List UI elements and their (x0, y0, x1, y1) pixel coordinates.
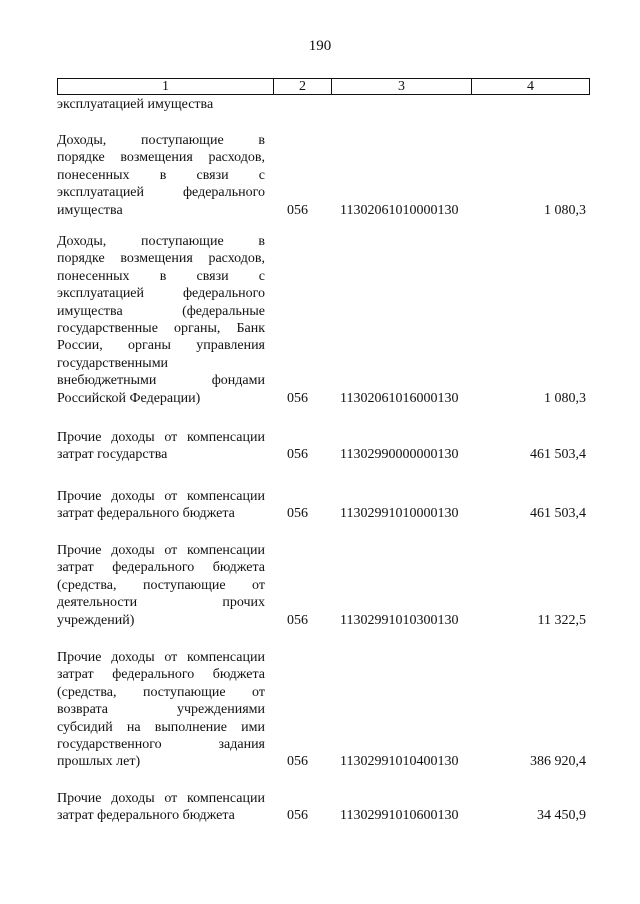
row-kbk: 11302061016000130 (340, 390, 459, 406)
description-line: внебюджетными фондами (57, 373, 265, 389)
row-description (57, 649, 265, 771)
description-line: понесенных в связи с (57, 167, 265, 183)
row-kbk: 11302991010600130 (340, 808, 459, 824)
description-line: порядке возмещения расходов, (57, 251, 265, 267)
table-header (57, 78, 590, 95)
description-line: государственными (57, 355, 169, 371)
description-line: Доходы, поступающие в (57, 234, 265, 249)
description-line: эксплуатацией федерального (57, 185, 265, 201)
description-line: Прочие доходы от компенсации (57, 430, 265, 445)
row-description (57, 132, 265, 219)
description-line: субсидий на выполнение ими (57, 719, 265, 735)
description-line: (средства, поступающие от (57, 684, 265, 700)
description-line: России, органы управления (57, 338, 265, 354)
row-description (57, 790, 265, 825)
description-line: затрат федерального бюджета (57, 560, 265, 576)
description-line: понесенных в связи с (57, 268, 265, 284)
row-description (57, 233, 265, 407)
row-code: 056 (287, 447, 308, 463)
intro-line: эксплуатацией имущества (57, 97, 214, 112)
description-line: затрат федерального бюджета (57, 808, 235, 824)
row-kbk: 11302990000000130 (340, 447, 459, 463)
description-line: прошлых лет) (57, 754, 141, 770)
description-line: деятельности прочих (57, 595, 265, 611)
description-line: (средства, поступающие от (57, 577, 265, 593)
description-line: учреждений) (57, 612, 135, 628)
row-amount: 34 450,9 (537, 808, 586, 824)
header-col-3: 3 (331, 79, 471, 94)
row-description (57, 429, 265, 464)
description-line: затрат федерального бюджета (57, 506, 235, 522)
row-code: 056 (287, 506, 308, 522)
description-line: имущества (федеральные (57, 303, 265, 319)
row-code: 056 (287, 612, 308, 628)
page-number: 190 (308, 38, 332, 54)
row-description (57, 488, 265, 523)
row-kbk: 11302991010000130 (340, 506, 459, 522)
description-line: государственного задания (57, 737, 265, 753)
row-kbk: 11302991010300130 (340, 612, 459, 628)
row-code: 056 (287, 390, 308, 406)
row-amount: 461 503,4 (530, 506, 586, 522)
row-code: 056 (287, 754, 308, 770)
description-line: возврата учреждениями (57, 702, 265, 718)
description-line: Доходы, поступающие в (57, 133, 265, 148)
description-line: затрат федерального бюджета (57, 667, 265, 683)
description-line: имущества (57, 202, 123, 218)
description-line: порядке возмещения расходов, (57, 150, 265, 166)
row-amount: 461 503,4 (530, 447, 586, 463)
row-kbk: 11302061010000130 (340, 202, 459, 218)
row-kbk: 11302991010400130 (340, 754, 459, 770)
description-line: Российской Федерации) (57, 390, 201, 406)
description-line: Прочие доходы от компенсации (57, 650, 265, 665)
description-line: государственные органы, Банк (57, 321, 265, 337)
row-code: 056 (287, 808, 308, 824)
row-amount: 386 920,4 (530, 754, 586, 770)
description-line: эксплуатацией федерального (57, 286, 265, 302)
description-line: Прочие доходы от компенсации (57, 489, 265, 504)
row-description (57, 542, 265, 629)
description-line: Прочие доходы от компенсации (57, 791, 265, 806)
row-amount: 1 080,3 (544, 390, 586, 406)
description-line: затрат государства (57, 447, 168, 463)
header-col-2: 2 (273, 79, 331, 94)
header-col-4: 4 (471, 79, 589, 94)
row-amount: 1 080,3 (544, 202, 586, 218)
row-code: 056 (287, 202, 308, 218)
row-amount: 11 322,5 (537, 612, 586, 628)
header-col-1: 1 (162, 79, 169, 94)
description-line: Прочие доходы от компенсации (57, 543, 265, 558)
